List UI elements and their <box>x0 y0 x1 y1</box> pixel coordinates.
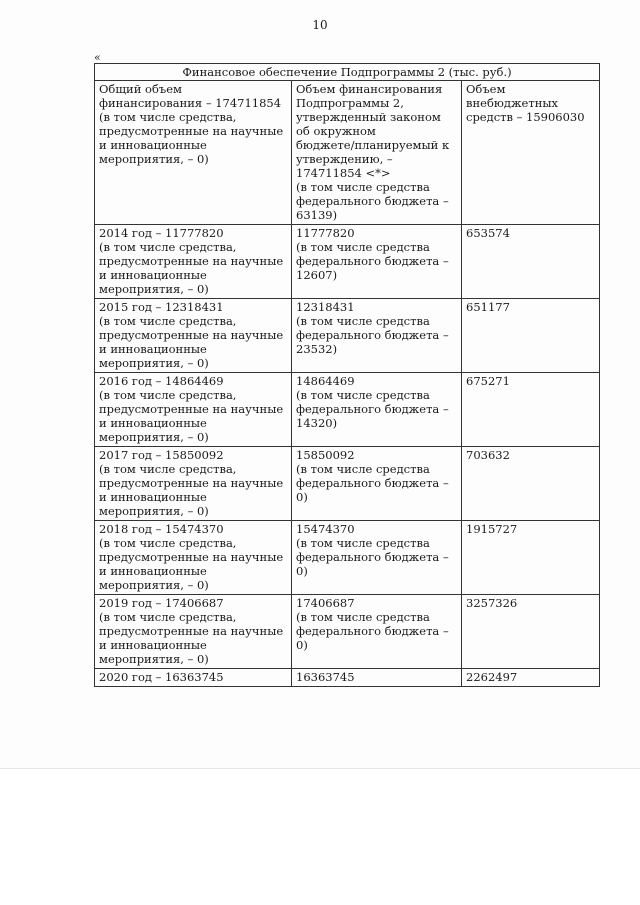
cell-budget: 14864469 (в том числе средства федерального бюджета – 14320) <box>292 373 462 447</box>
table-row <box>95 373 600 447</box>
table-title-row <box>95 64 600 81</box>
cell-total: 2017 год – 15850092 (в том числе средства, предусмотренные на научные и инновационные мероприятия, – 0) <box>95 447 292 521</box>
cell-total: 2020 год – 16363745 <box>95 669 292 687</box>
table-header-row <box>95 81 600 225</box>
cell-total: 2016 год – 14864469 (в том числе средства, предусмотренные на научные и инновационные мероприятия, – 0) <box>95 373 292 447</box>
cell-budget: 11777820 (в том числе средства федерального бюджета – 12607) <box>292 225 462 299</box>
table-row <box>95 521 600 595</box>
cell-extra: 653574 <box>462 225 600 299</box>
cell-extra: 675271 <box>462 373 600 447</box>
cell-extra: 2262497 <box>462 669 600 687</box>
cell-total: 2015 год – 12318431 (в том числе средства, предусмотренные на научные и инновационные мероприятия, – 0) <box>95 299 292 373</box>
cell-budget: 16363745 <box>292 669 462 687</box>
table-title: Финансовое обеспечение Подпрограммы 2 (тыс. руб.) <box>95 64 600 81</box>
table-row <box>95 595 600 669</box>
cell-total: 2014 год – 11777820 (в том числе средства, предусмотренные на научные и инновационные мероприятия, – 0) <box>95 225 292 299</box>
opening-quote-mark: « <box>94 51 101 64</box>
header-budget-financing: Объем финансирования Подпрограммы 2, утвержденный законом об окружном бюджете/планируемый к утверждению, – 174711854 <*> (в том числе средства федерального бюджета – 63139) <box>292 81 462 225</box>
cell-total: 2019 год – 17406687 (в том числе средства, предусмотренные на научные и инновационные мероприятия, – 0) <box>95 595 292 669</box>
cell-total: 2018 год – 15474370 (в том числе средства, предусмотренные на научные и инновационные мероприятия, – 0) <box>95 521 292 595</box>
table-row <box>95 299 600 373</box>
cell-budget: 15474370 (в том числе средства федерального бюджета – 0) <box>292 521 462 595</box>
header-total-financing: Общий объем финансирования – 174711854 (в том числе средства, предусмотренные на научные и инновационные мероприятия, – 0) <box>95 81 292 225</box>
cell-budget: 15850092 (в том числе средства федерального бюджета – 0) <box>292 447 462 521</box>
page-number: 10 <box>312 18 328 32</box>
cell-extra: 703632 <box>462 447 600 521</box>
cell-budget: 17406687 (в том числе средства федерального бюджета – 0) <box>292 595 462 669</box>
financing-table <box>94 63 600 687</box>
cell-budget: 12318431 (в том числе средства федерального бюджета – 23532) <box>292 299 462 373</box>
header-extrabudgetary: Объем внебюджетных средств – 15906030 <box>462 81 600 225</box>
cell-extra: 1915727 <box>462 521 600 595</box>
cell-extra: 651177 <box>462 299 600 373</box>
table-row <box>95 669 600 687</box>
table-row <box>95 447 600 521</box>
cell-extra: 3257326 <box>462 595 600 669</box>
table-row <box>95 225 600 299</box>
